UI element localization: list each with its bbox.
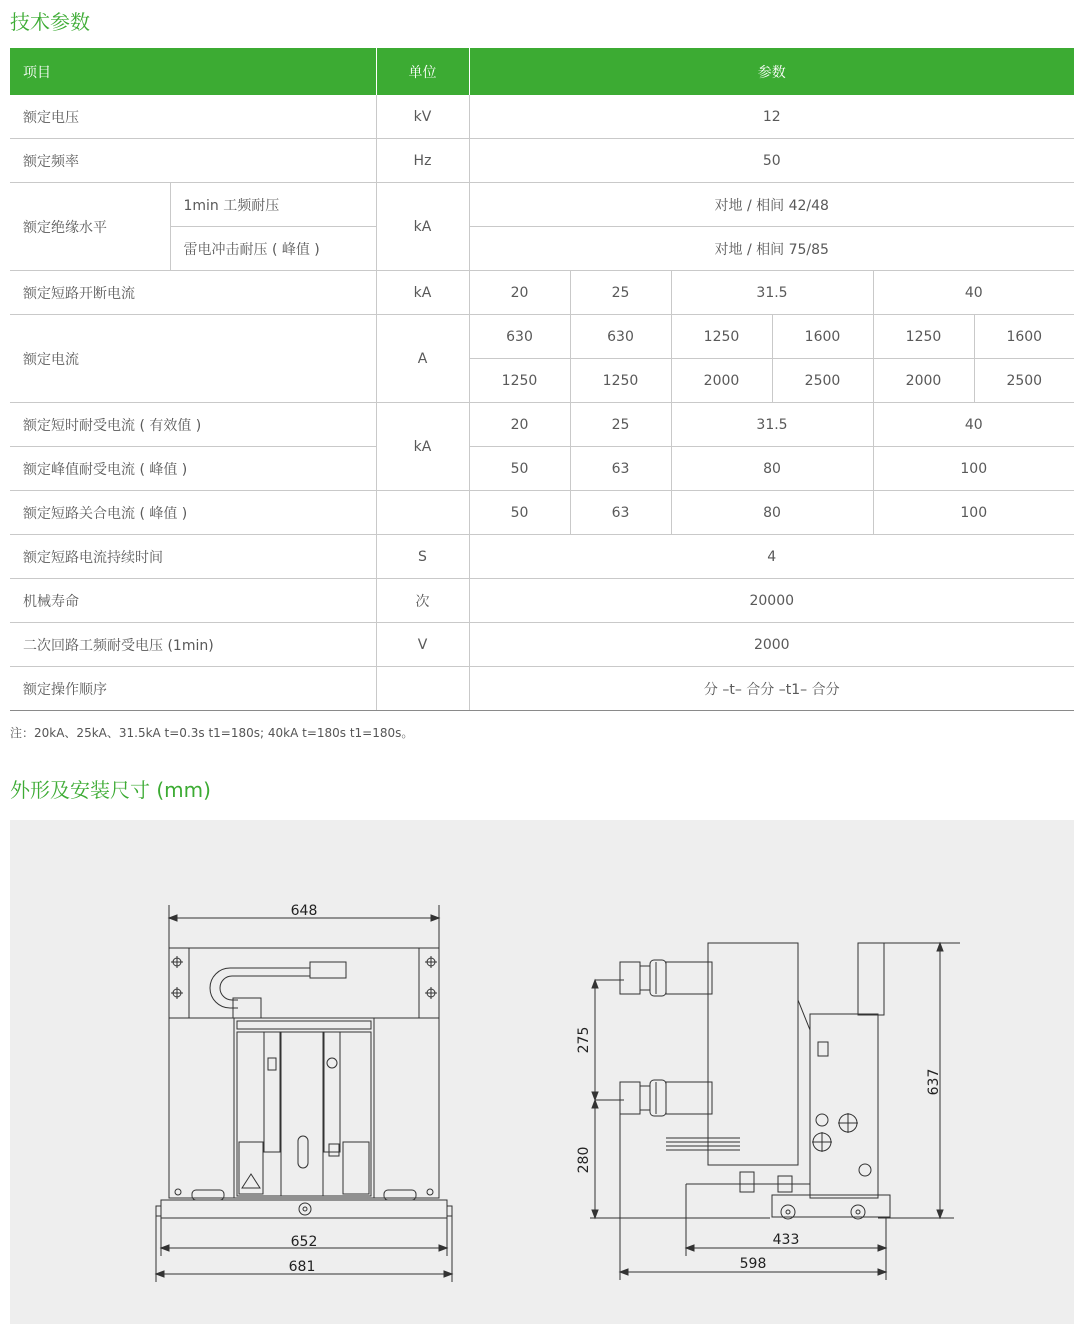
header-unit: 单位 bbox=[376, 48, 469, 95]
row-value: 1600 bbox=[974, 315, 1074, 359]
row-sublabel: 1min 工频耐压 bbox=[170, 183, 376, 227]
row-value: 4 bbox=[469, 535, 1074, 579]
row-unit: kV bbox=[376, 95, 469, 139]
row-label: 额定短路电流持续时间 bbox=[10, 535, 376, 579]
row-value: 50 bbox=[469, 491, 570, 535]
section-title-dims: 外形及安装尺寸 (mm) bbox=[10, 778, 211, 802]
row-value: 20 bbox=[469, 271, 570, 315]
header-item: 项目 bbox=[10, 48, 376, 95]
row-value: 40 bbox=[873, 403, 1074, 447]
row-label: 额定短路关合电流 ( 峰值 ) bbox=[10, 491, 376, 535]
section-title-tech: 技术参数 bbox=[10, 10, 90, 34]
dimension-drawing bbox=[10, 820, 1074, 1324]
row-value: 20 bbox=[469, 403, 570, 447]
row-label: 额定短时耐受电流 ( 有效值 ) bbox=[10, 403, 376, 447]
spec-table bbox=[10, 48, 1074, 711]
dim-side-lower: 280 bbox=[576, 1146, 592, 1174]
row-unit: V bbox=[376, 623, 469, 667]
row-value: 1600 bbox=[772, 315, 873, 359]
row-value: 80 bbox=[671, 447, 873, 491]
table-row bbox=[10, 183, 1074, 227]
row-label: 额定峰值耐受电流 ( 峰值 ) bbox=[10, 447, 376, 491]
row-unit bbox=[376, 491, 469, 535]
table-row bbox=[10, 227, 1074, 271]
row-label: 额定电压 bbox=[10, 95, 376, 139]
row-value: 1250 bbox=[671, 315, 772, 359]
dim-front-inner: 652 bbox=[290, 1234, 318, 1250]
dim-side-height: 637 bbox=[926, 1068, 942, 1096]
row-value: 1250 bbox=[873, 315, 974, 359]
row-label: 额定电流 bbox=[10, 315, 376, 403]
row-value: 2500 bbox=[772, 359, 873, 403]
row-value: 分 –t– 合分 –t1– 合分 bbox=[469, 667, 1074, 711]
dim-side-base1: 433 bbox=[772, 1232, 800, 1248]
row-value: 31.5 bbox=[671, 271, 873, 315]
row-value: 2000 bbox=[671, 359, 772, 403]
row-sublabel: 雷电冲击耐压 ( 峰值 ) bbox=[170, 227, 376, 271]
row-value: 50 bbox=[469, 447, 570, 491]
table-row bbox=[10, 271, 1074, 315]
row-unit: kA bbox=[376, 271, 469, 315]
row-unit: S bbox=[376, 535, 469, 579]
row-value: 20000 bbox=[469, 579, 1074, 623]
table-row bbox=[10, 139, 1074, 183]
row-value: 40 bbox=[873, 271, 1074, 315]
table-row bbox=[10, 95, 1074, 139]
row-unit: Hz bbox=[376, 139, 469, 183]
table-header-row bbox=[10, 48, 1074, 95]
row-value: 630 bbox=[469, 315, 570, 359]
row-label: 额定绝缘水平 bbox=[10, 183, 170, 271]
dim-side-base2: 598 bbox=[739, 1256, 767, 1272]
table-row bbox=[10, 579, 1074, 623]
row-value: 2000 bbox=[469, 623, 1074, 667]
row-value: 1250 bbox=[469, 359, 570, 403]
table-row bbox=[10, 403, 1074, 447]
table-row bbox=[10, 535, 1074, 579]
dim-front-outer: 681 bbox=[288, 1259, 316, 1275]
row-value: 对地 / 相间 75/85 bbox=[469, 227, 1074, 271]
row-value: 100 bbox=[873, 491, 1074, 535]
row-value: 25 bbox=[570, 271, 671, 315]
row-value: 2000 bbox=[873, 359, 974, 403]
table-row bbox=[10, 491, 1074, 535]
row-value: 1250 bbox=[570, 359, 671, 403]
row-value: 25 bbox=[570, 403, 671, 447]
table-row bbox=[10, 447, 1074, 491]
table-row bbox=[10, 623, 1074, 667]
row-value: 31.5 bbox=[671, 403, 873, 447]
row-label: 额定操作顺序 bbox=[10, 667, 376, 711]
row-unit: kA bbox=[376, 403, 469, 491]
row-value: 2500 bbox=[974, 359, 1074, 403]
row-label: 机械寿命 bbox=[10, 579, 376, 623]
row-unit: 次 bbox=[376, 579, 469, 623]
row-value: 80 bbox=[671, 491, 873, 535]
header-param: 参数 bbox=[469, 48, 1074, 95]
row-unit bbox=[376, 667, 469, 711]
dim-side-upper: 275 bbox=[576, 1026, 592, 1054]
drawing-panel bbox=[10, 820, 1074, 1324]
row-value: 50 bbox=[469, 139, 1074, 183]
row-label: 额定频率 bbox=[10, 139, 376, 183]
row-label: 额定短路开断电流 bbox=[10, 271, 376, 315]
row-unit: kA bbox=[376, 183, 469, 271]
row-label: 二次回路工频耐受电压 (1min) bbox=[10, 623, 376, 667]
row-value: 630 bbox=[570, 315, 671, 359]
row-value: 12 bbox=[469, 95, 1074, 139]
dim-front-top: 648 bbox=[290, 903, 318, 919]
row-value: 63 bbox=[570, 447, 671, 491]
row-value: 63 bbox=[570, 491, 671, 535]
table-row bbox=[10, 315, 1074, 359]
footnote: 注：20kA、25kA、31.5kA t=0.3s t1=180s; 40kA t=180s t1=180s。 bbox=[10, 726, 414, 740]
table-row bbox=[10, 667, 1074, 711]
row-value: 100 bbox=[873, 447, 1074, 491]
row-value: 对地 / 相间 42/48 bbox=[469, 183, 1074, 227]
row-unit: A bbox=[376, 315, 469, 403]
